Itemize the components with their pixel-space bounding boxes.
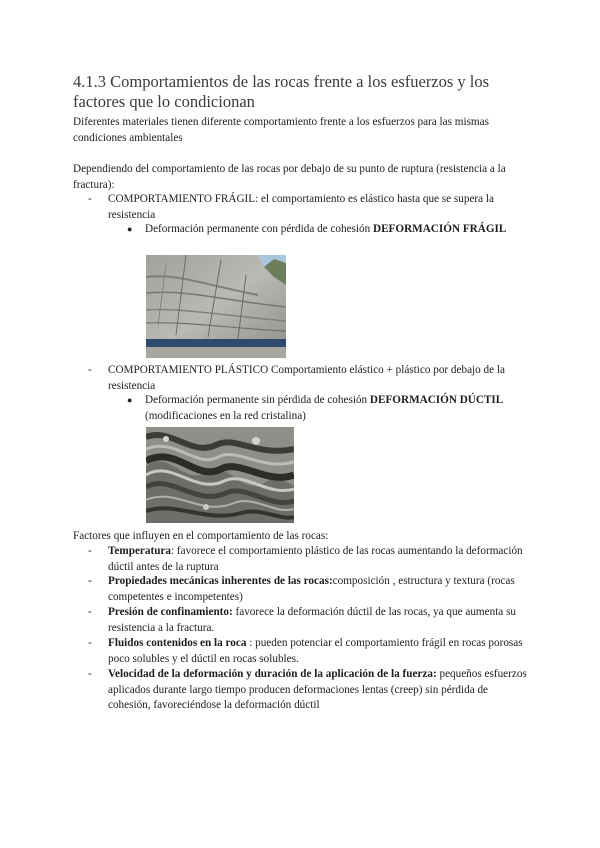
list-bullet: - — [88, 193, 92, 205]
ductile-deformation-subitem — [145, 393, 515, 424]
list-bullet: - — [88, 637, 92, 649]
factors-title: Factores que influyen en el comportamiento de las rocas: — [73, 530, 329, 542]
subitem-text: Deformación permanente sin pérdida de cohesión — [145, 394, 370, 406]
factor-text: composición , estructura y textura (rocas competentes e incompetentes) — [108, 575, 515, 603]
subitem-bold: DEFORMACIÓN DÚCTIL — [369, 394, 504, 406]
list-bullet: - — [88, 575, 92, 587]
dependiendo-paragraph: Dependiendo del comportamiento de las rocas por debajo de su punto de ruptura (resistencia a la fractura): — [73, 163, 506, 191]
folded-rock-image — [146, 427, 294, 523]
sub-bullet: ● — [127, 224, 133, 234]
fractured-rock-cliff-image — [146, 255, 286, 358]
factor-label: Velocidad de la deformación y duración de la aplicación de la fuerza: — [108, 668, 437, 680]
factor-label: Presión de confinamiento: — [108, 606, 233, 618]
factor-item — [108, 574, 528, 605]
fragile-behavior-item: COMPORTAMIENTO FRÁGIL: el comportamiento es elástico hasta que se supera la resistencia — [108, 193, 494, 221]
list-bullet: - — [88, 668, 92, 680]
plastic-behavior-item: COMPORTAMIENTO PLÁSTICO Comportamiento elástico + plástico por debajo de la resistencia — [108, 364, 505, 392]
intro-paragraph: Diferentes materiales tienen diferente comportamiento frente a los esfuerzos para las mismas condiciones ambientales — [73, 116, 489, 144]
factor-item — [108, 667, 528, 714]
factor-text: favorece la deformación dúctil de las rocas, ya que aumenta su resistencia a la fractura. — [108, 606, 517, 634]
factor-label: Propiedades mecánicas inherentes de las rocas: — [108, 575, 333, 587]
factor-item — [108, 636, 528, 667]
factor-item — [108, 544, 528, 575]
fractured-rock-cliff-photo — [146, 255, 286, 358]
fragile-deformation-subitem — [145, 222, 515, 238]
factor-item — [108, 605, 528, 636]
sub-bullet: ● — [127, 395, 133, 405]
list-bullet: - — [88, 545, 92, 557]
section-heading: 4.1.3 Comportamientos de las rocas frente a los esfuerzos y los factores que lo condicionan — [73, 72, 490, 111]
factor-text: : pueden potenciar el comportamiento frágil en rocas porosas poco solubles y el dúctil en rocas solubles. — [108, 637, 523, 665]
factor-text: pequeños esfuerzos aplicados durante largo tiempo producen deformaciones lentas (creep) sin pérdida de cohesión, favoreciéndose la deformación dúctil — [108, 668, 527, 711]
list-bullet: - — [88, 364, 92, 376]
list-bullet: - — [88, 606, 92, 618]
subitem-bold: DEFORMACIÓN FRÁGIL — [373, 223, 507, 235]
subitem-text: Deformación permanente con pérdida de cohesión — [145, 223, 374, 235]
factor-label: Fluidos contenidos en la roca — [108, 637, 247, 649]
subitem-tail: (modificaciones en la red cristalina) — [145, 409, 306, 422]
factor-text: : favorece el comportamiento plástico de las rocas aumentando la deformación dúctil antes de la ruptura — [108, 545, 523, 573]
factor-label: Temperatura — [108, 545, 171, 557]
folded-rock-photo — [146, 427, 294, 523]
